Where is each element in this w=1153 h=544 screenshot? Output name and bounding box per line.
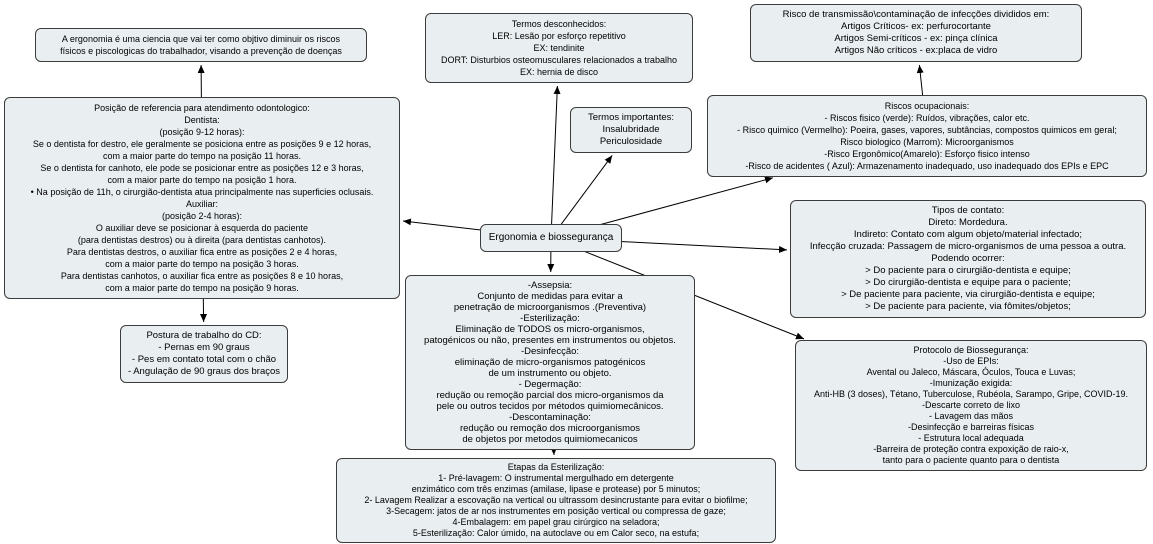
node-text-line: Conjunto de medidas para evitar a bbox=[477, 291, 623, 302]
node-text-line: (posição 9-12 horas): bbox=[159, 127, 245, 137]
node-text-line: • Na posição de 11h, o cirurgião-dentista atua principalmente nas superficies oclusais. bbox=[30, 187, 374, 197]
central-topic-node[interactable] bbox=[480, 224, 622, 252]
node-text-line: Eliminação de TODOS os micro-organismos, bbox=[455, 324, 645, 335]
node-protocolo-biosseguranca[interactable] bbox=[795, 340, 1147, 471]
node-text-line: 4-Embalagem: em papel grau cirúrgico na seladora; bbox=[452, 517, 660, 527]
node-text-line: Artigos Críticos- ex: perfurocortante bbox=[841, 21, 991, 32]
connector-arrow-center-riscos bbox=[601, 178, 773, 225]
node-text-line: 5-Esterilização: Calor úmido, na autoclave ou em Calor seco, na estufa; bbox=[412, 528, 700, 538]
node-text-line: Artigos Não críticos - ex:placa de vidro bbox=[834, 45, 998, 56]
node-text-line: Risco de transmissão\contaminação de infecções divididos em: bbox=[782, 9, 1050, 20]
node-text-line: - Lavagem das mãos bbox=[928, 411, 1014, 421]
node-text-line: Auxiliar: bbox=[185, 199, 218, 209]
node-riscos-ocupacionais[interactable] bbox=[707, 95, 1147, 177]
node-text-line: > De paciente para paciente, via fômites/objetos; bbox=[865, 301, 1071, 312]
node-text-line: Tipos de contato: bbox=[931, 205, 1005, 216]
node-text-line: Riscos ocupacionais: bbox=[884, 101, 970, 111]
node-text-line: LER: Lesão por esforço repetitivo bbox=[492, 31, 626, 41]
node-text-line: DORT: Disturbios osteomusculares relacionados a trabalho bbox=[441, 55, 677, 65]
node-text-line: -Descontaminação: bbox=[509, 412, 591, 423]
node-text-line: - Estrutura local adequada bbox=[918, 433, 1024, 443]
node-text-line: Para dentistas destros, o auxiliar fica entre as posições 2 e 4 horas, bbox=[66, 247, 338, 257]
node-text-line: - Degermação: bbox=[518, 379, 582, 390]
node-text-line: Posição de referencia para atendimento odontologico: bbox=[94, 103, 310, 113]
node-text-line: Infecção cruzada: Passagem de micro-organismos de uma pessoa a outra. bbox=[809, 241, 1127, 252]
node-text-line: > Do cirurgião-dentista e equipe para o paciente; bbox=[865, 277, 1071, 288]
node-text-line: Dentista: bbox=[184, 115, 220, 125]
node-termos-importantes[interactable] bbox=[570, 107, 692, 153]
node-text-line: com a maior parte do tempo na posição 11 horas. bbox=[103, 151, 301, 161]
node-text-line: Anti-HB (3 doses), Tétano, Tuberculose, Rubéola, Sarampo, Gripe, COVID-19. bbox=[814, 389, 1128, 399]
node-text-line: -Esterilização: bbox=[520, 313, 580, 324]
node-text-line: -Assepsia: bbox=[527, 280, 573, 291]
node-text-line: Indireto: Contato com algum objeto/material infectado; bbox=[853, 229, 1083, 240]
node-text-line: com a maior parte do tempo na posição 1 hora. bbox=[107, 175, 297, 185]
node-text-line: Etapas da Esterilização: bbox=[507, 462, 605, 472]
node-text-line: físicos e piscologicas do trabalhador, visando a prevenção de doenças bbox=[60, 46, 342, 56]
node-text-line: Se o dentista for destro, ele geralmente se posiciona entre as posições 9 e 12 horas, bbox=[32, 139, 372, 149]
node-text-line: - Pes em contato total com o chão bbox=[131, 354, 277, 365]
node-text-line: de um instrumento ou objeto. bbox=[488, 368, 612, 379]
node-text-line: > Do paciente para o cirurgião-dentista e equipe; bbox=[865, 265, 1071, 276]
node-text-line: A ergonomia é uma ciencia que vai ter como objtivo diminuir os riscos bbox=[61, 34, 341, 44]
connector-arrow-center-termos_desconhecidos bbox=[552, 86, 558, 226]
node-text-line: com a maior parte do tempo na posição 9 horas. bbox=[105, 283, 299, 293]
node-tipos-contato[interactable] bbox=[790, 200, 1146, 318]
node-text-line: Se o dentista for canhoto, ele pode se posicionar entre as posições 12 e 3 horas, bbox=[40, 163, 364, 173]
node-text-line: pele ou outros tecidos por métodos quimiomecânicos. bbox=[436, 401, 664, 412]
node-text-line: penetração de microorganismos .(Preventiva) bbox=[453, 302, 647, 313]
node-text-line: redução ou remoção parcial dos micro-organismos da bbox=[436, 390, 664, 401]
node-text-line: -Descarte correto de lixo bbox=[921, 400, 1021, 410]
node-text-line: -Risco de acidentes ( Azul): Armazenamento inadequado, uso inadequado dos EPIs e EPC bbox=[745, 161, 1109, 171]
node-text-line: eliminação de micro-organismos patogénicos bbox=[454, 357, 646, 368]
node-text-line: Ergonomia e biossegurança bbox=[488, 232, 614, 243]
node-text-line: -Uso de EPIs: bbox=[943, 356, 999, 366]
node-text-line: - Pernas em 90 graus bbox=[158, 342, 250, 353]
node-text-line: enzimático com três enzimas (amilase, lipase e protease) por 5 minutos; bbox=[411, 484, 701, 494]
node-text-line: -Desinfecção e barreiras físicas bbox=[907, 422, 1035, 432]
node-text-line: (para dentistas destros) ou à direita (para dentistas canhotos). bbox=[77, 235, 327, 245]
node-text-line: - Risco quimico (Vermelho): Poeira, gases, vapores, subtâncias, compostos quimicos em geral; bbox=[737, 125, 1117, 135]
node-text-line: com a maior parte do tempo na posição 3 horas. bbox=[105, 259, 299, 269]
node-text-line: > De paciente para paciente, via cirurgião-dentista e equipe; bbox=[841, 289, 1095, 300]
node-text-line: -Barreira de proteção contra expoxição de raio-x, bbox=[873, 444, 1069, 454]
node-text-line: Podendo ocorrer: bbox=[931, 253, 1005, 264]
node-text-line: EX: hernia de disco bbox=[519, 67, 599, 77]
node-text-line: tanto para o paciente quanto para o dentista bbox=[882, 455, 1060, 465]
node-text-line: Termos importantes: bbox=[587, 112, 675, 123]
connector-arrow-center-tipos bbox=[620, 242, 787, 250]
node-text-line: -Imunização exigida: bbox=[929, 378, 1013, 388]
node-text-line: Postura de trabalho do CD: bbox=[146, 330, 262, 341]
connector-arrow-riscos-transmissao bbox=[919, 65, 922, 97]
node-text-line: O auxiliar deve se posicionar à esquerda do paciente bbox=[95, 223, 309, 233]
node-text-line: 2- Lavagem Realizar a escovação na vertical ou ultrassom desincrustante para evitar o biofilme; bbox=[364, 495, 748, 505]
node-conceitos-assepsia[interactable] bbox=[405, 275, 695, 450]
node-text-line: Direto: Mordedura. bbox=[928, 217, 1008, 228]
node-posicao-referencia[interactable] bbox=[4, 97, 400, 299]
node-text-line: 1- Pré-lavagem: O instrumental mergulhado em detergente bbox=[438, 473, 674, 483]
node-text-line: Artigos Semi-críticos - ex: pinça clínica bbox=[834, 33, 998, 44]
node-risco-transmissao[interactable] bbox=[750, 4, 1082, 62]
node-text-line: Periculosidade bbox=[599, 136, 663, 147]
node-text-line: redução ou remoção dos microorganismos bbox=[459, 423, 641, 434]
node-etapas-esterilizacao[interactable] bbox=[336, 458, 776, 543]
node-text-line: patogénicos ou não, presentes em instrumentos ou objetos. bbox=[424, 335, 676, 346]
node-text-line: 3-Secagem: jatos de ar nos instrumentes em posição vertical ou compressa de gaze; bbox=[386, 506, 726, 516]
connector-arrow-center-termos_importantes bbox=[560, 155, 612, 225]
node-text-line: Avental ou Jaleco, Máscara, Óculos, Touca e Luvas; bbox=[866, 367, 1076, 377]
node-text-line: (posição 2-4 horas): bbox=[161, 211, 243, 221]
node-text-line: -Risco Ergonômico(Amarelo): Esforço fisico intenso bbox=[824, 149, 1030, 159]
node-text-line: de objetos por metodos quimiomecanicos bbox=[462, 434, 638, 445]
node-postura-trabalho[interactable] bbox=[120, 325, 288, 383]
node-text-line: Insalubridade bbox=[602, 124, 660, 135]
node-text-line: Protocolo de Biossegurança: bbox=[913, 345, 1029, 355]
node-text-line: Risco biologico (Marrom): Microorganismos bbox=[840, 137, 1014, 147]
connector-arrow-center-posicao bbox=[403, 221, 482, 230]
node-text-line: Termos desconhecidos: bbox=[511, 19, 607, 29]
node-text-line: - Riscos fisico (verde): Ruídos, vibrações, calor etc. bbox=[824, 113, 1030, 123]
node-text-line: - Angulação de 90 graus dos braços bbox=[127, 366, 281, 377]
node-text-line: -Desinfecção: bbox=[520, 346, 580, 357]
node-termos-desconhecidos[interactable] bbox=[425, 13, 693, 83]
node-ergonomia-definicao[interactable] bbox=[35, 28, 367, 62]
node-text-line: Para dentistas canhotos, o auxiliar fica entre as posições 8 e 10 horas, bbox=[60, 271, 344, 281]
node-text-line: EX: tendinite bbox=[533, 43, 585, 53]
